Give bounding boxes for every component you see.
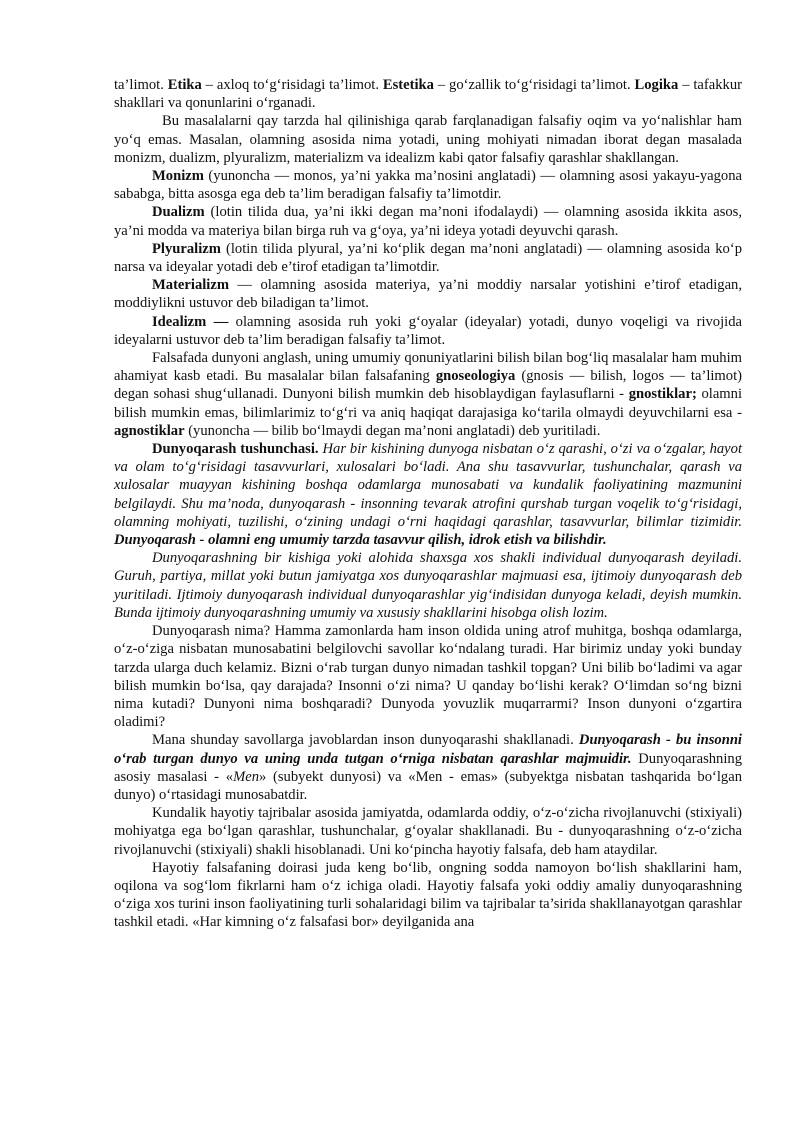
paragraph: [114, 349, 742, 440]
bold-term: Logika: [634, 77, 679, 93]
italic-text: Dunyoqarashning bir kishiga yoki alohida shaxsga xos shakli individual dunyoqarash deyiladi. Guruh, partiya, millat yoki butun jamiyatga xos dunyoqarashlar majmuasi esa, ijtimoiy dunyoqarash deb yuritiladi. Ijtimoiy dunyoqarash individual dunyoqarashlar yig‘indisidan dunyoga keladi, deyish mumkin. Bunda ijtimoiy dunyoqarashning umumiy va xususiy shakllarini hisobga olish lozim.: [114, 550, 742, 621]
paragraph: [114, 804, 742, 859]
bold-term: Estetika: [382, 77, 434, 93]
paragraph: [114, 549, 742, 622]
paragraph: [114, 859, 742, 932]
bold-term: Monizm: [152, 168, 204, 185]
italic-text: Har bir kishining dunyoga nisbatan o‘z qarashi, o‘zi va o‘zgalar, hayot va olam to‘g‘risidagi tasavvurlari, xulosalari bo‘ladi. Ana shu tasavvurlar, tushunchalar, qarash va xulosalar muayyan kishining boshqa odamlarga munosabati va kundalik faoliyatining mazmunini belgilaydi. Shu ma’noda, dunyoqarash - insonning tevarak atrofini qurshab turgan voqelik to‘g‘risidagi, olamning mohiyati, tuzilishi, o‘zining undagi o‘rni haqidagi qarashlar, tasavvurlar, bilimlar tizimidir.: [114, 441, 742, 530]
italic-text: Men: [233, 768, 259, 785]
paragraph: [114, 276, 742, 312]
bold-term: agnostiklar: [114, 422, 185, 439]
paragraph: [114, 167, 742, 203]
paragraph: [114, 313, 742, 349]
paragraph: [114, 240, 742, 276]
bold-term: Dunyoqarash tushunchasi.: [152, 441, 319, 458]
text-run: Hayotiy falsafaning doirasi juda keng bo‘lib, ongning sodda namoyon bo‘lish shakllarini ham, oqilona va sog‘lom fikrlarni ham o‘z ichiga oladi. Hayotiy falsafa yoki oddiy amaliy dunyoqarashning o‘ziga xos turini inson faoliyatining turli sohalaridagi bilim va tajribalar ta’sirida shakllanayotgan qarashlar tashkil etadi. «Har kimning o‘z falsafasi bor» deyilganida ana: [114, 859, 742, 931]
text-run: (lotin tilida dua, ya’ni ikki degan ma’noni ifodalaydi) — olamning asosida ikkita asos, ya’ni modda va materiya bilan birga ruh va g‘oya, ya’ni ideya yotadi deyuvchi qarash.: [114, 204, 742, 239]
paragraph: [114, 76, 742, 112]
text-run: — olamning asosida materiya, ya’ni moddiy narsalar yotishini e’tirof etadigan, moddiylikni ustuvor deb biladigan ta’limot.: [114, 277, 742, 312]
bold-term: Materializm: [152, 277, 229, 294]
paragraph: [114, 622, 742, 731]
bold-term: gnoseologiya: [435, 368, 516, 385]
bold-italic-definition: Dunyoqarash - olamni eng umumiy tarzda tasavvur qilish, idrok etish va bilishdir.: [114, 532, 607, 549]
text-run: – axloq to‘g‘risidagi ta’limot.: [201, 77, 383, 93]
text-run: (yunoncha — bilib bo‘lmaydi degan ma’noni anglatadi) deb yuritiladi.: [184, 422, 601, 439]
paragraph: [114, 203, 742, 239]
text-run: Dunyoqarashning asosiy masalasi - «: [114, 750, 742, 785]
bold-term: Plyuralizm: [152, 240, 221, 257]
text-run: olamni bilish mumkin emas, bilimlarimiz to‘g‘ri va aniq haqiqat darajasiga ko‘tarila olmaydi deyuvchilarni esa -: [114, 386, 742, 421]
bold-italic-definition: Dunyoqarash - bu insonni o‘rab turgan dunyo va uning unda tutgan o‘rniga nisbatan qarashlar majmuidir.: [114, 732, 742, 767]
text-run: – tafakkur shakllari va qonunlarini o‘rganadi.: [114, 77, 742, 112]
paragraph: [114, 440, 742, 549]
text-run: Dunyoqarash nima? Hamma zamonlarda ham inson oldida uning atrof muhitga, boshqa odamlarga, o‘z-o‘ziga nisbatan munosabatini belgilovchi savollar ko‘ndalang turadi. Har birimiz unday yoki bunday tarzda ularga duch kelamiz. Bizni o‘rab turgan dunyo nimadan tashkil topgan? Uni bilib bo‘ladimi va agar bilish mumkin bo‘lsa, qay darajada? Insonni o‘zi nima? U qanday bo‘lishi kerak? O‘limdan so‘ng bizni nima kutadi? Dunyoni nima boshqaradi? Dunyoda yovuzlik muqarrarmi? Inson dunyoni o‘zgartira oladimi?: [114, 623, 742, 731]
bold-term: Idealizm —: [152, 313, 229, 330]
bold-term: gnostiklar;: [628, 386, 697, 403]
text-run: ta’limot.: [114, 77, 168, 93]
text-run: Mana shunday savollarga javoblardan inson dunyoqarashi shakllanadi.: [152, 732, 579, 749]
text-run: (gnosis — bilish, logos — ta’limot) degan sohasi shug‘ullanadi. Dunyoni bilish mumkin deb hisoblaydigan faylasuflarni -: [114, 368, 742, 403]
text-run: Falsafada dunyoni anglash, uning umumiy qonuniyatlarini bilish bilan bog‘liq masalalar ham muhim ahamiyat kasb etadi. Bu masalalar bilan falsafaning: [114, 350, 742, 385]
text-run: – go‘zallik to‘g‘risidagi ta’limot.: [433, 77, 635, 93]
text-run: olamning asosida ruh yoki g‘oyalar (ideyalar) yotadi, dunyo voqeligi va rivojida ideyalarni ustuvor deb ta’lim beradigan falsafiy ta’limot.: [114, 313, 742, 348]
text-run: Bu masalalarni qay tarzda hal qilinishiga qarab farqlanadigan falsafiy oqim va yo‘nalishlar ham yo‘q emas. Masalan, olamning asosida nima yotadi, uning mohiyati nimadan iborat degan masalada monizm, dualizm, plyuralizm, materializm va idealizm kabi qator falsafiy qarashlar shakllangan.: [114, 113, 742, 166]
paragraph: [114, 731, 742, 804]
text-run: » (subyekt dunyosi) va «Men - emas» (subyektga nisbatan tashqarida bo‘lgan dunyo) o‘rtasidagi munosabatdir.: [114, 768, 742, 803]
document-body: [114, 76, 742, 932]
bold-term: Dualizm: [152, 204, 205, 221]
text-run: (yunoncha — monos, ya’ni yakka ma’nosini anglatadi) — olamning asosi yakayu-yagona sababga, bitta asosga ega deb ta’lim beradigan falsafiy ta’limotdir.: [114, 168, 742, 203]
bold-term: Etika: [167, 77, 202, 93]
text-run: (lotin tilida plyural, ya’ni ko‘plik degan ma’noni anglatadi) — olamning asosida ko‘p narsa va ideyalar yotadi deb e’tirof etadigan ta’limotdir.: [114, 240, 742, 276]
text-run: Kundalik hayotiy tajribalar asosida jamiyatda, odamlarda oddiy, o‘z-o‘zicha rivojlanuvchi (stixiyali) mohiyatga ega bo‘lgan qarashlar, tushunchalar, g‘oyalar shakllanadi. Bu - dunyoqarashning o‘z-o‘zicha rivojlanuvchi (stixiyali) shakli hisoblanadi. Uni ko‘pincha hayotiy falsafa, deb ham ataydilar.: [114, 805, 742, 858]
paragraph: [114, 112, 742, 167]
